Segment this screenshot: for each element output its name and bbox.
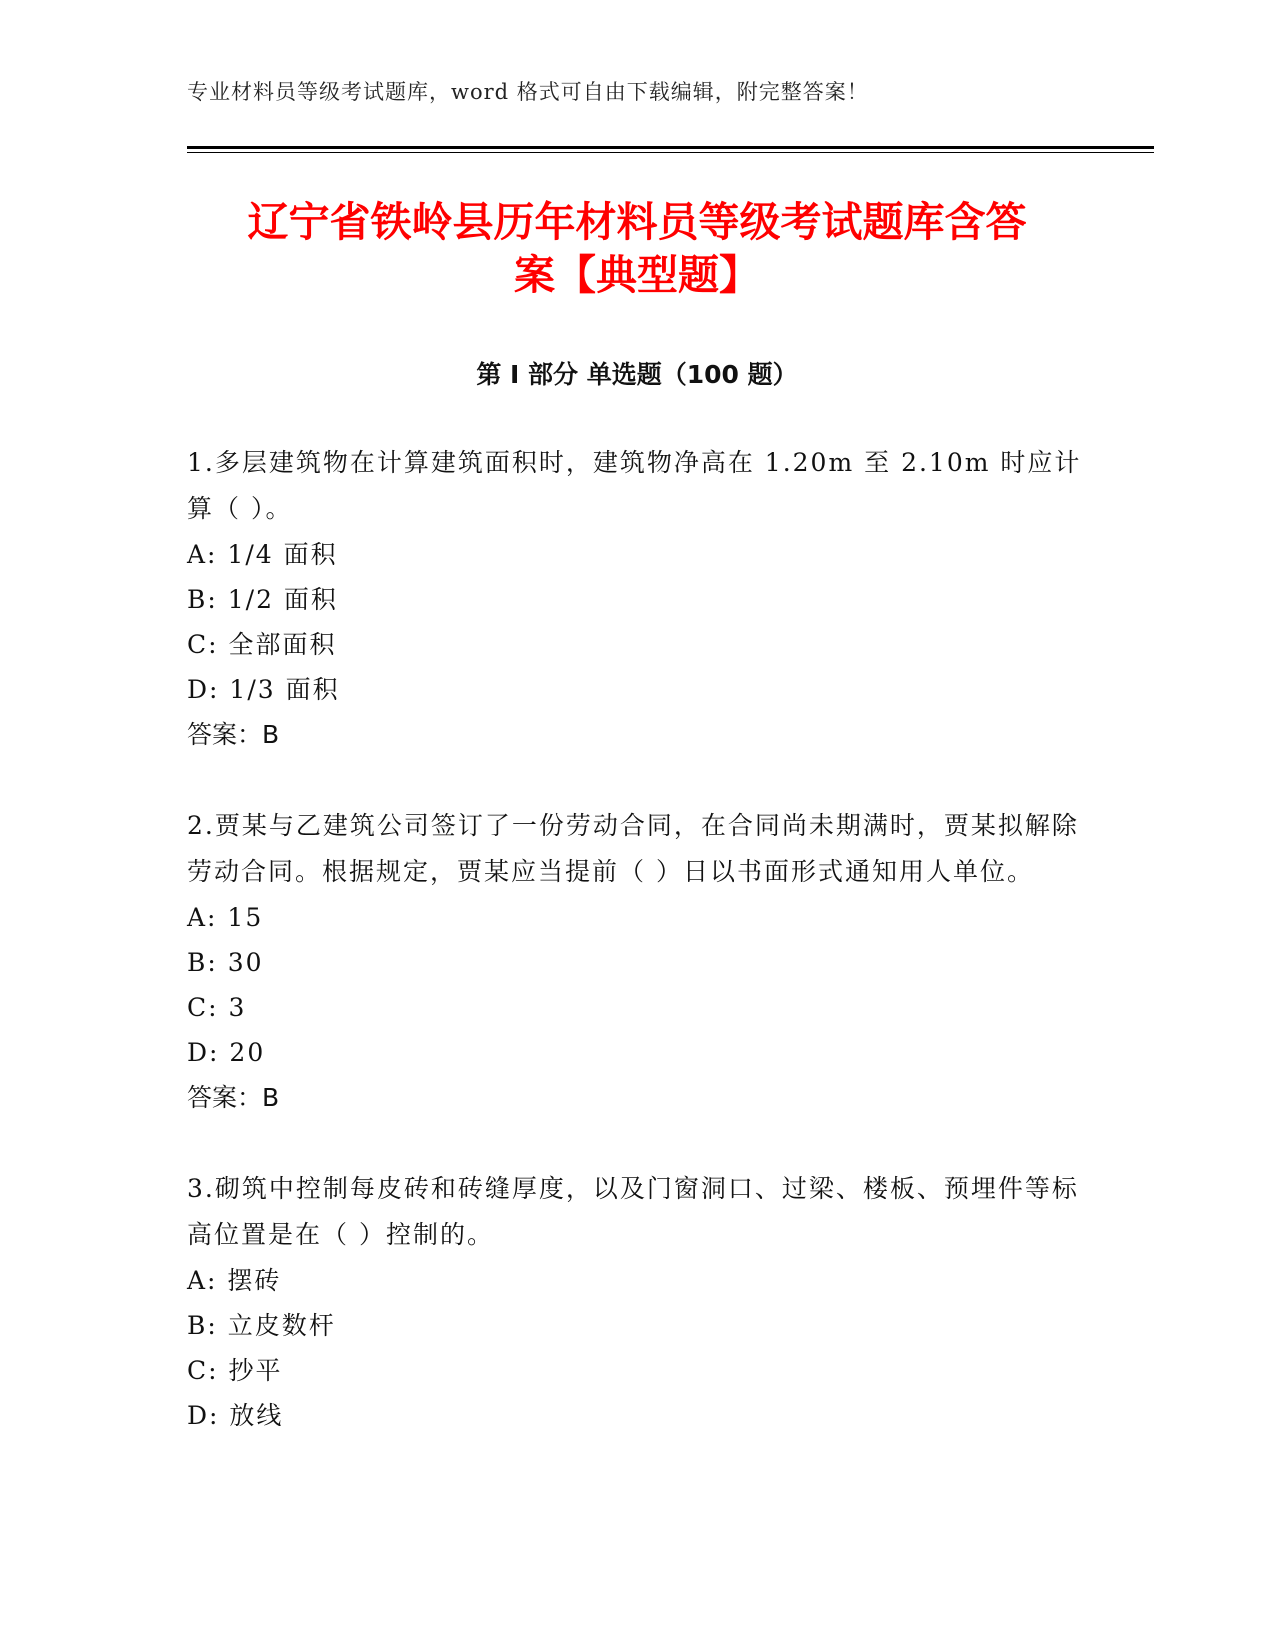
document-title	[187, 196, 1087, 302]
option-b: B: 立皮数杆	[187, 1311, 336, 1340]
option-a: A: 15	[187, 903, 264, 932]
option-c: C: 3	[187, 993, 247, 1022]
option-c: C: 抄平	[187, 1356, 283, 1385]
header-rule-thick	[187, 146, 1154, 149]
option-d: D: 放线	[187, 1401, 284, 1430]
question-1	[187, 440, 1087, 757]
section-title: 第 I 部分 单选题（100 题）	[476, 360, 798, 389]
question-3	[187, 1166, 1087, 1438]
document-title-line1: 辽宁省铁岭县历年材料员等级考试题库含答	[247, 198, 1027, 246]
answer: 答案：B	[187, 1083, 280, 1112]
option-b: B: 1/2 面积	[187, 585, 338, 614]
answer: 答案：B	[187, 720, 280, 749]
header-note: 专业材料员等级考试题库，word 格式可自由下载编辑，附完整答案！	[187, 80, 869, 104]
option-d: D: 1/3 面积	[187, 675, 340, 704]
question-stem: 2.贾某与乙建筑公司签订了一份劳动合同，在合同尚未期满时，贾某拟解除劳动合同。根据规定，贾某应当提前（ ）日以书面形式通知用人单位。	[187, 811, 1079, 886]
option-b: B: 30	[187, 948, 264, 977]
question-stem: 1.多层建筑物在计算建筑面积时，建筑物净高在 1.20m 至 2.10m 时应计算（ ）。	[187, 448, 1082, 523]
option-c: C: 全部面积	[187, 630, 337, 659]
option-a: A: 摆砖	[187, 1266, 282, 1295]
question-list	[187, 440, 1087, 1484]
document-title-line2: 案【典型题】	[514, 251, 760, 299]
question-stem: 3.砌筑中控制每皮砖和砖缝厚度，以及门窗洞口、过梁、楼板、预埋件等标高位置是在（ ）控制的。	[187, 1174, 1079, 1249]
option-a: A: 1/4 面积	[187, 540, 338, 569]
question-2	[187, 803, 1087, 1120]
header-rule-thin	[187, 152, 1154, 153]
option-d: D: 20	[187, 1038, 266, 1067]
